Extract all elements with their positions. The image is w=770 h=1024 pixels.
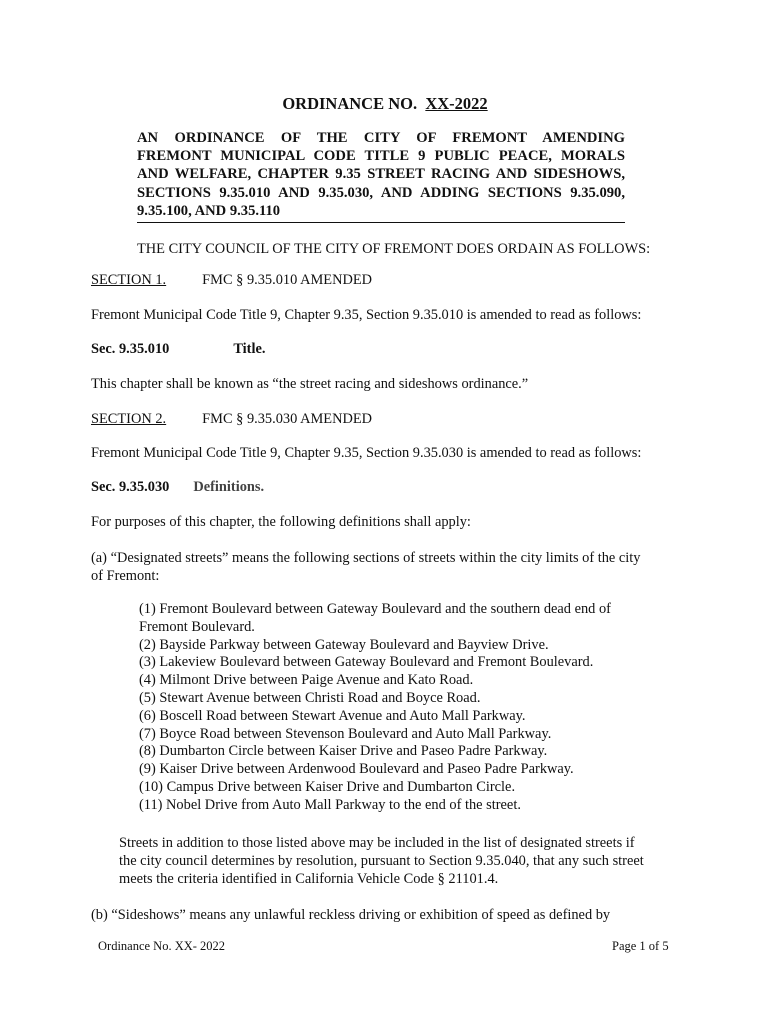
section-2-subsection-header — [91, 478, 264, 496]
list-item: (8) Dumbarton Circle between Kaiser Drive and Paseo Padre Parkway. — [139, 743, 548, 760]
list-item: (6) Boscell Road between Stewart Avenue and Auto Mall Parkway. — [139, 707, 526, 724]
additional-streets-line-3: meets the criteria identified in California Vehicle Code § 21101.4. — [119, 871, 499, 887]
section-1-header — [91, 271, 372, 289]
section-1-sec-title: Title. — [233, 341, 266, 357]
definition-a-line-1: (a) “Designated streets” means the following sections of streets within the city limits of the city — [91, 550, 641, 566]
list-item: (11) Nobel Drive from Auto Mall Parkway to the end of the street. — [139, 796, 521, 813]
definition-a-line-2: of Fremont: — [91, 568, 160, 584]
list-item: (5) Stewart Avenue between Christi Road and Boyce Road. — [139, 689, 481, 706]
section-1-subsection-header — [91, 340, 265, 358]
section-1-heading: FMC § 9.35.010 AMENDED — [202, 272, 373, 288]
list-item: (4) Milmont Drive between Paige Avenue and Kato Road. — [139, 672, 474, 689]
section-1-intro: Fremont Municipal Code Title 9, Chapter 9.35, Section 9.35.010 is amended to read as follows: — [91, 307, 642, 323]
list-item: (2) Bayside Parkway between Gateway Boulevard and Bayview Drive. — [139, 636, 549, 653]
list-item: (1) Fremont Boulevard between Gateway Boulevard and the southern dead end of — [139, 601, 611, 617]
heading-line: AN ORDINANCE OF THE CITY OF FREMONT AMENDING — [137, 130, 625, 146]
list-item: Fremont Boulevard. — [139, 618, 255, 635]
list-item: (9) Kaiser Drive between Ardenwood Boulevard and Paseo Padre Parkway. — [139, 761, 574, 778]
section-1-body: This chapter shall be known as “the street racing and sideshows ordinance.” — [91, 376, 529, 392]
ordinance-heading — [137, 129, 625, 223]
section-2-header — [91, 410, 372, 428]
footer-page-number: Page 1 of 5 — [612, 939, 669, 953]
ordinance-title — [0, 94, 770, 114]
heading-line: 9.35.100, AND 9.35.110 — [137, 202, 281, 219]
ordain-clause: THE CITY COUNCIL OF THE CITY OF FREMONT DOES ORDAIN AS FOLLOWS: — [137, 241, 651, 257]
section-2-label: SECTION 2. — [91, 411, 167, 427]
definition-b-line-1: (b) “Sideshows” means any unlawful reckless driving or exhibition of speed as defined by — [91, 907, 611, 923]
designated-streets-list — [139, 601, 611, 815]
heading-line: AND WELFARE, CHAPTER 9.35 STREET RACING AND SIDESHOWS, — [137, 166, 625, 183]
heading-line: SECTIONS 9.35.010 AND 9.35.030, AND ADDING SECTIONS 9.35.090, — [137, 184, 625, 201]
list-item: (7) Boyce Road between Stevenson Boulevard and Auto Mall Parkway. — [139, 725, 552, 742]
section-2-sec-number: Sec. 9.35.030 — [91, 479, 170, 495]
section-1-label: SECTION 1. — [91, 272, 167, 288]
ordinance-number: XX-2022 — [425, 94, 488, 113]
section-2-sec-title: Definitions. — [193, 479, 265, 495]
additional-streets-line-1: Streets in addition to those listed above may be included in the list of designated streets if — [119, 835, 635, 851]
ordinance-title-prefix: ORDINANCE NO. — [282, 94, 418, 113]
section-2-intro: Fremont Municipal Code Title 9, Chapter 9.35, Section 9.35.030 is amended to read as follows: — [91, 445, 642, 461]
heading-line: FREMONT MUNICIPAL CODE TITLE 9 PUBLIC PEACE, MORALS — [137, 148, 625, 165]
footer-ordinance-number: Ordinance No. XX- 2022 — [98, 939, 226, 953]
additional-streets-line-2: the city council determines by resolution, pursuant to Section 9.35.040, that any such street — [119, 853, 644, 869]
section-2-heading: FMC § 9.35.030 AMENDED — [202, 411, 373, 427]
section-2-purpose: For purposes of this chapter, the following definitions shall apply: — [91, 514, 471, 530]
list-item: (3) Lakeview Boulevard between Gateway Boulevard and Fremont Boulevard. — [139, 654, 594, 671]
list-item: (10) Campus Drive between Kaiser Drive and Dumbarton Circle. — [139, 778, 516, 795]
section-1-sec-number: Sec. 9.35.010 — [91, 341, 170, 357]
